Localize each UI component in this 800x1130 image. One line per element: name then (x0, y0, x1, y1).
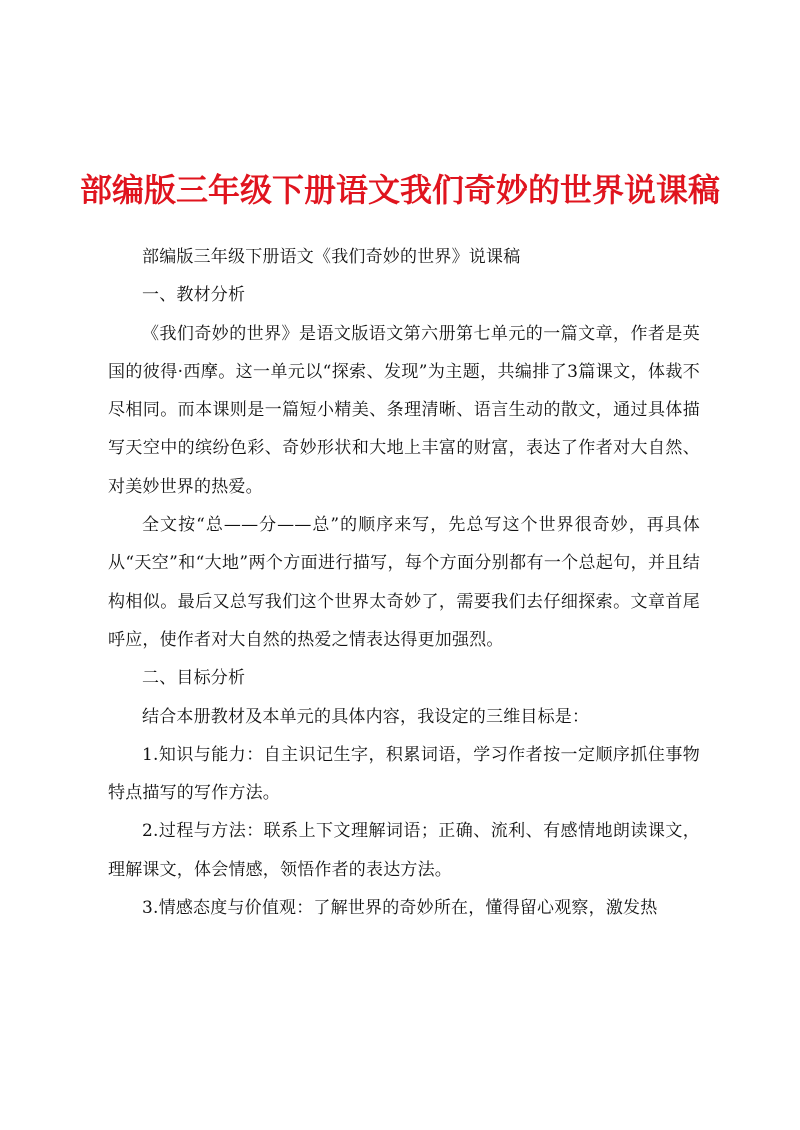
paragraph-textbook-analysis: 《我们奇妙的世界》是语文版语文第六册第七单元的一篇文章，作者是英国的彼得·西摩。这一单元以“探索、发现”为主题，共编排了3篇课文，体裁不尽相同。而本课则是一篇短小精美、条理清晰、语言生动的散文，通过具体描写天空中的缤纷色彩、奇妙形状和大地上丰富的财富，表达了作者对大自然、对美妙世界的热爱。 (108, 323, 700, 497)
paragraph-structure: 全文按“总——分——总”的顺序来写，先总写这个世界很奇妙，再具体从“天空”和“大地”两个方面进行描写，每个方面分别都有一个总起句，并且结构相似。最后又总写我们这个世界太奇妙了，需要我们去仔细探索。文章首尾呼应，使作者对大自然的热爱之情表达得更加强烈。 (108, 515, 700, 650)
document-body (108, 238, 700, 927)
section-heading-textbook-analysis: 一、教材分析 (142, 285, 246, 306)
paragraph-goal-2: 2.过程与方法：联系上下文理解词语；正确、流利、有感情地朗读课文，理解课文，体会情感，领悟作者的表达方法。 (108, 821, 700, 880)
paragraph-goal-1: 1.知识与能力：自主识记生字，积累词语，学习作者按一定顺序抓住事物特点描写的写作方法。 (108, 744, 700, 804)
paragraph-goal-3: 3.情感态度与价值观：了解世界的奇妙所在，懂得留心观察，激发热 (142, 898, 658, 919)
paragraph-goal-intro: 结合本册教材及本单元的具体内容，我设定的三维目标是： (142, 706, 590, 727)
section-heading-goal-analysis: 二、目标分析 (142, 668, 246, 689)
paragraph-heading: 部编版三年级下册语文《我们奇妙的世界》说课稿 (142, 247, 521, 267)
document-title: 部编版三年级下册语文我们奇妙的世界说课稿 (79, 171, 720, 209)
